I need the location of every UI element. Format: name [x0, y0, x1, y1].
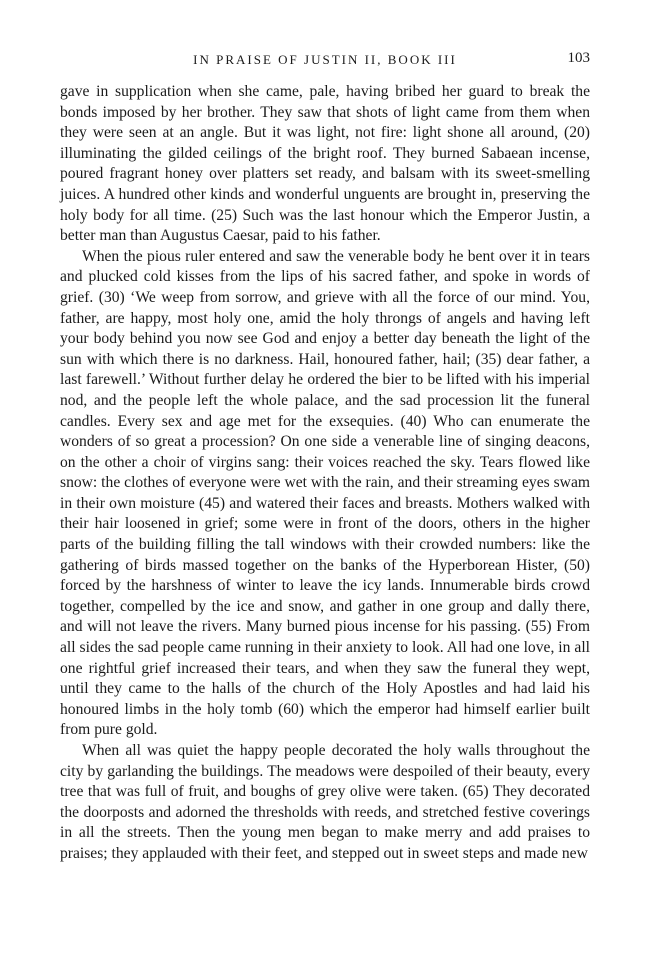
- page-number: 103: [567, 50, 590, 66]
- paragraph-1: gave in supplication when she came, pale, having bribed her guard to break the bonds imposed by her brother. They saw that shots of light came from them when they were seen at an angle. But it was light, not fire: light shone all around, (20) illuminating the gilded ceilings of the bright roof. They burned Sabaean incense, poured fragrant honey over platters set ready, and balsam with its sweet-smelling juices. A hundred other kinds and wonderful unguents are brought in, preserving the holy body for all time. (25) Such was the last honour which the Emperor Justin, a better man than Augustus Caesar, paid to his father.: [60, 83, 590, 245]
- book-page: [60, 50, 590, 865]
- paragraph-3: When all was quiet the happy people decorated the holy walls throughout the city by garlanding the buildings. The meadows were despoiled of their beauty, every tree that was full of fruit, and boughs of grey olive were taken. (65) They decorated the doorposts and adorned the thresholds with reeds, and stretched festive coverings in all the streets. Then the young men began to make merry and add praises to praises; they applauded with their feet, and stepped out in sweet steps and made new: [60, 742, 590, 862]
- running-title: IN PRAISE OF JUSTIN II, BOOK III: [193, 52, 457, 67]
- paragraph-2: When the pious ruler entered and saw the venerable body he bent over it in tears and plucked cold kisses from the lips of his sacred father, and spoke in words of grief. (30) ‘We weep from sorrow, and grieve with all the force of our mind. You, father, are happy, most holy one, amid the holy throngs of angels and having left your body behind you now see God and enjoy a better day beneath the light of the sun with which there is no darkness. Hail, honoured father, hail; (35) dear father, a last farewell.’ Without further delay he ordered the bier to be lifted with his imperial nod, and the people left the whole palace, and the sad procession lit the funeral candles. Every sex and age met for the exsequies. (40) Who can enumerate the wonders of so great a procession? On one side a venerable line of singing deacons, on the other a choir of virgins sang: their voices reached the sky. Tears flowed like snow: the clothes of everyone were wet with the rain, and their streaming eyes swam in their own moisture (45) and watered their faces and breasts. Mothers walked with their hair loosened in grief; some were in front of the doors, others in the higher parts of the building filling the tall windows with their crowded numbers: like the gathering of birds massed together on the banks of the Hyperborean Hister, (50) forced by the harshness of winter to leave the icy lands. Innumerable birds crowd together, compelled by the ice and snow, and gather in one group and dally there, and will not leave the rivers. Many burned pious incense for his passing. (55) From all sides the sad people came running in their anxiety to look. All had one love, in all one rightful grief increased their tears, and when they saw the funeral they wept, until they came to the halls of the church of the Holy Apostles and had laid his honoured limbs in the holy tomb (60) which the emperor had himself earlier built from pure gold.: [60, 247, 590, 739]
- body-text: [60, 82, 590, 865]
- running-head: [60, 50, 590, 70]
